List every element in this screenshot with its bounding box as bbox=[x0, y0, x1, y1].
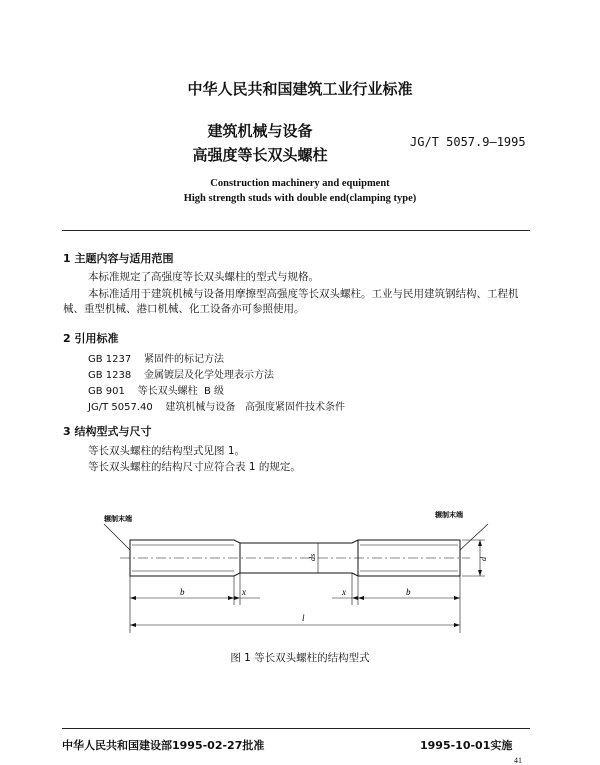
rolled-end-label-right: 辗制末端 bbox=[435, 511, 463, 519]
title-divider bbox=[62, 230, 530, 231]
footer-divider bbox=[62, 728, 530, 729]
english-title-line-1: Construction machinery and equipment bbox=[210, 178, 390, 189]
dimension-ds: ds bbox=[308, 553, 317, 561]
section-1-paragraph-1: 本标准规定了高强度等长双头螺柱的型式与规格。 bbox=[88, 271, 319, 283]
english-title-line-2: High strength studs with double end(clamping type) bbox=[183, 193, 417, 204]
section-1-paragraph-2: 本标准适用于建筑机械与设备用摩擦型高强度等长双头螺柱。工业与民用建筑钢结构、工程机械、重型机械、港口机械、化工设备亦可参照使用。 bbox=[63, 288, 519, 315]
reference-item: GB 1237 紧固件的标记方法 bbox=[88, 354, 224, 365]
dimension-l: l bbox=[302, 613, 305, 623]
approval-note: 中华人民共和国建设部1995-02-27批准 bbox=[62, 739, 265, 752]
dimension-x-right: x bbox=[342, 587, 346, 597]
rolled-end-label-left: 辗制末端 bbox=[104, 515, 132, 523]
reference-item: GB 901 等长双头螺柱 B 级 bbox=[88, 386, 224, 397]
title-line-2: 高强度等长双头螺柱 bbox=[192, 146, 328, 164]
section-3-paragraph-1: 等长双头螺柱的结构型式见图 1。 bbox=[88, 445, 246, 457]
standard-code: JG/T 5057.9—1995 bbox=[410, 135, 526, 149]
dimension-b-right: b bbox=[406, 587, 411, 597]
standard-org-title: 中华人民共和国建筑工业行业标准 bbox=[187, 80, 413, 98]
dimension-x-left: x bbox=[242, 587, 246, 597]
reference-item: JG/T 5057.40 建筑机械与设备 高强度紧固件技术条件 bbox=[88, 402, 345, 413]
title-line-1: 建筑机械与设备 bbox=[207, 122, 313, 140]
section-2-heading: 2 引用标准 bbox=[63, 332, 119, 345]
reference-item: GB 1238 金属镀层及化学处理表示方法 bbox=[88, 370, 274, 381]
section-3-heading: 3 结构型式与尺寸 bbox=[63, 425, 152, 438]
dimension-b-left: b bbox=[180, 587, 185, 597]
effective-date: 1995-10-01实施 bbox=[420, 739, 513, 752]
section-1-heading: 1 主题内容与适用范围 bbox=[63, 252, 174, 265]
figure-caption: 图 1 等长双头螺柱的结构型式 bbox=[230, 652, 370, 664]
page-number: 41 bbox=[514, 756, 522, 765]
stud-structure-diagram bbox=[90, 505, 510, 645]
section-3-paragraph-2: 等长双头螺柱的结构尺寸应符合表 1 的规定。 bbox=[88, 461, 301, 473]
dimension-d: d bbox=[479, 557, 488, 561]
